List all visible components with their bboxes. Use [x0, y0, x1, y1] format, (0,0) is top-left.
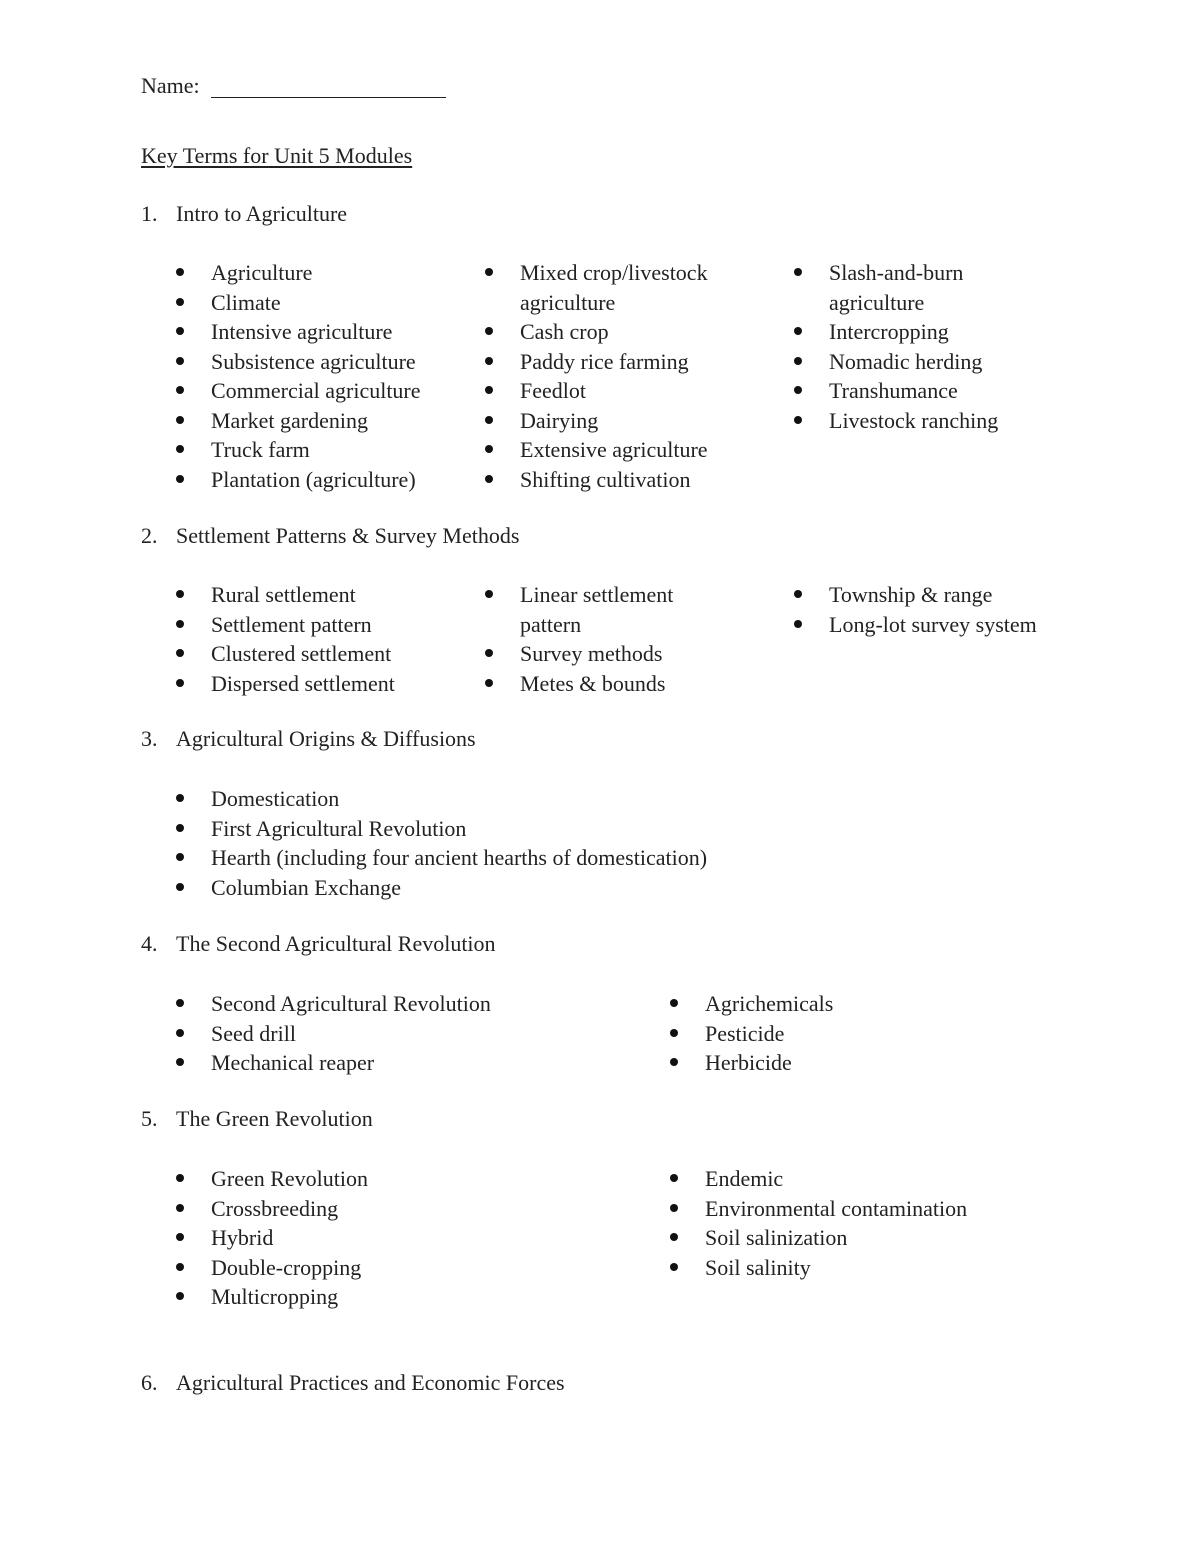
section-title: Agricultural Origins & Diffusions: [176, 726, 476, 751]
bullet-icon: [176, 1029, 184, 1037]
list-item: Paddy rice farming: [520, 348, 689, 374]
list-item-continuation: agriculture: [520, 289, 616, 315]
bullet-icon: [176, 883, 184, 891]
list-item: Township & range: [829, 582, 993, 607]
list-item: Metes & bounds: [520, 670, 666, 696]
bullet-icon: [176, 1058, 184, 1066]
bullet-icon: [176, 1233, 184, 1241]
list-item: Survey methods: [520, 641, 663, 666]
list-item: Feedlot: [520, 378, 586, 403]
bullet-icon: [670, 1058, 678, 1066]
section-number: 3.: [141, 726, 158, 751]
bullet-icon: [176, 794, 184, 802]
bullet-icon: [794, 620, 802, 628]
section-number: 1.: [141, 201, 158, 226]
list-item: Multicropping: [211, 1284, 339, 1309]
bullet-icon: [176, 620, 184, 628]
list-item: Hearth (including four ancient hearths of domestication): [211, 845, 708, 870]
list-item: Plantation (agriculture): [211, 466, 416, 492]
document-title: Key Terms for Unit 5 Modules: [141, 143, 413, 168]
bullet-icon: [176, 475, 184, 483]
list-item: Agrichemicals: [705, 991, 834, 1016]
list-item: Slash-and-burn: [829, 260, 964, 285]
list-item: Second Agricultural Revolution: [211, 991, 491, 1016]
name-blank-line[interactable]: [211, 97, 446, 98]
section-title: Settlement Patterns & Survey Methods: [176, 523, 520, 548]
section-number: 2.: [141, 523, 158, 548]
bullet-icon: [176, 1204, 184, 1212]
section-title: The Green Revolution: [176, 1106, 373, 1131]
bullet-icon: [176, 1292, 184, 1300]
list-item: Hybrid: [211, 1225, 274, 1250]
list-item: Long-lot survey system: [829, 611, 1037, 637]
bullet-icon: [670, 1174, 678, 1182]
list-item: Double-cropping: [211, 1254, 362, 1280]
bullet-icon: [670, 1263, 678, 1271]
list-item: Intercropping: [829, 319, 949, 344]
bullet-icon: [176, 416, 184, 424]
bullet-icon: [670, 1029, 678, 1037]
bullet-icon: [485, 649, 493, 657]
bullet-icon: [176, 1263, 184, 1271]
bullet-icon: [670, 1204, 678, 1212]
list-item: Linear settlement: [520, 582, 674, 607]
bullet-icon: [176, 824, 184, 832]
list-item: Pesticide: [705, 1020, 785, 1046]
list-item: Transhumance: [829, 378, 958, 403]
bullet-icon: [176, 386, 184, 394]
section-title: Intro to Agriculture: [176, 201, 348, 226]
list-item: Green Revolution: [211, 1166, 369, 1191]
bullet-icon: [176, 268, 184, 276]
bullet-icon: [485, 590, 493, 598]
bullet-icon: [794, 386, 802, 394]
name-label: Name:: [141, 73, 200, 98]
list-item: Mechanical reaper: [211, 1050, 375, 1075]
list-item: Endemic: [705, 1166, 784, 1191]
list-item: Shifting cultivation: [520, 466, 691, 492]
bullet-icon: [794, 590, 802, 598]
bullet-icon: [794, 357, 802, 365]
bullet-icon: [176, 679, 184, 687]
bullet-icon: [176, 357, 184, 365]
bullet-icon: [794, 327, 802, 335]
bullet-icon: [176, 999, 184, 1007]
list-item: Livestock ranching: [829, 407, 999, 433]
bullet-icon: [485, 416, 493, 424]
list-item: Agriculture: [211, 260, 313, 285]
bullet-icon: [176, 445, 184, 453]
list-item-continuation: pattern: [520, 611, 582, 637]
bullet-icon: [485, 268, 493, 276]
list-item: Rural settlement: [211, 582, 356, 607]
bullet-icon: [485, 445, 493, 453]
list-item: Herbicide: [705, 1050, 792, 1075]
list-item: Intensive agriculture: [211, 319, 393, 344]
bullet-icon: [176, 590, 184, 598]
bullet-icon: [670, 1233, 678, 1241]
list-item: Environmental contamination: [705, 1195, 968, 1221]
list-item-continuation: agriculture: [829, 289, 925, 315]
list-item: Dairying: [520, 407, 599, 433]
list-item: Cash crop: [520, 319, 609, 344]
list-item: Soil salinity: [705, 1254, 811, 1280]
list-item: Climate: [211, 289, 281, 315]
list-item: Mixed crop/livestock: [520, 260, 708, 285]
list-item: Domestication: [211, 786, 340, 811]
list-item: Truck farm: [211, 437, 310, 462]
bullet-icon: [176, 327, 184, 335]
section-number: 6.: [141, 1370, 158, 1395]
list-item: Dispersed settlement: [211, 670, 395, 696]
list-item: Soil salinization: [705, 1225, 848, 1250]
list-item: First Agricultural Revolution: [211, 815, 467, 841]
section-number: 4.: [141, 931, 158, 956]
section-title: The Second Agricultural Revolution: [176, 931, 496, 956]
list-item: Settlement pattern: [211, 611, 372, 637]
list-item: Commercial agriculture: [211, 378, 421, 403]
bullet-icon: [176, 298, 184, 306]
list-item: Columbian Exchange: [211, 874, 402, 900]
list-item: Clustered settlement: [211, 641, 392, 666]
bullet-icon: [670, 999, 678, 1007]
list-item: Seed drill: [211, 1020, 296, 1046]
bullet-icon: [794, 416, 802, 424]
bullet-icon: [485, 679, 493, 687]
bullet-icon: [485, 386, 493, 394]
list-item: Extensive agriculture: [520, 437, 708, 462]
list-item: Market gardening: [211, 407, 368, 433]
list-item: Nomadic herding: [829, 348, 983, 374]
section-title: Agricultural Practices and Economic Forces: [176, 1370, 565, 1395]
bullet-icon: [176, 649, 184, 657]
bullet-icon: [485, 357, 493, 365]
bullet-icon: [485, 327, 493, 335]
bullet-icon: [794, 268, 802, 276]
bullet-icon: [176, 1174, 184, 1182]
bullet-icon: [176, 853, 184, 861]
list-item: Subsistence agriculture: [211, 348, 416, 374]
bullet-icon: [485, 475, 493, 483]
section-number: 5.: [141, 1106, 158, 1131]
list-item: Crossbreeding: [211, 1195, 339, 1221]
